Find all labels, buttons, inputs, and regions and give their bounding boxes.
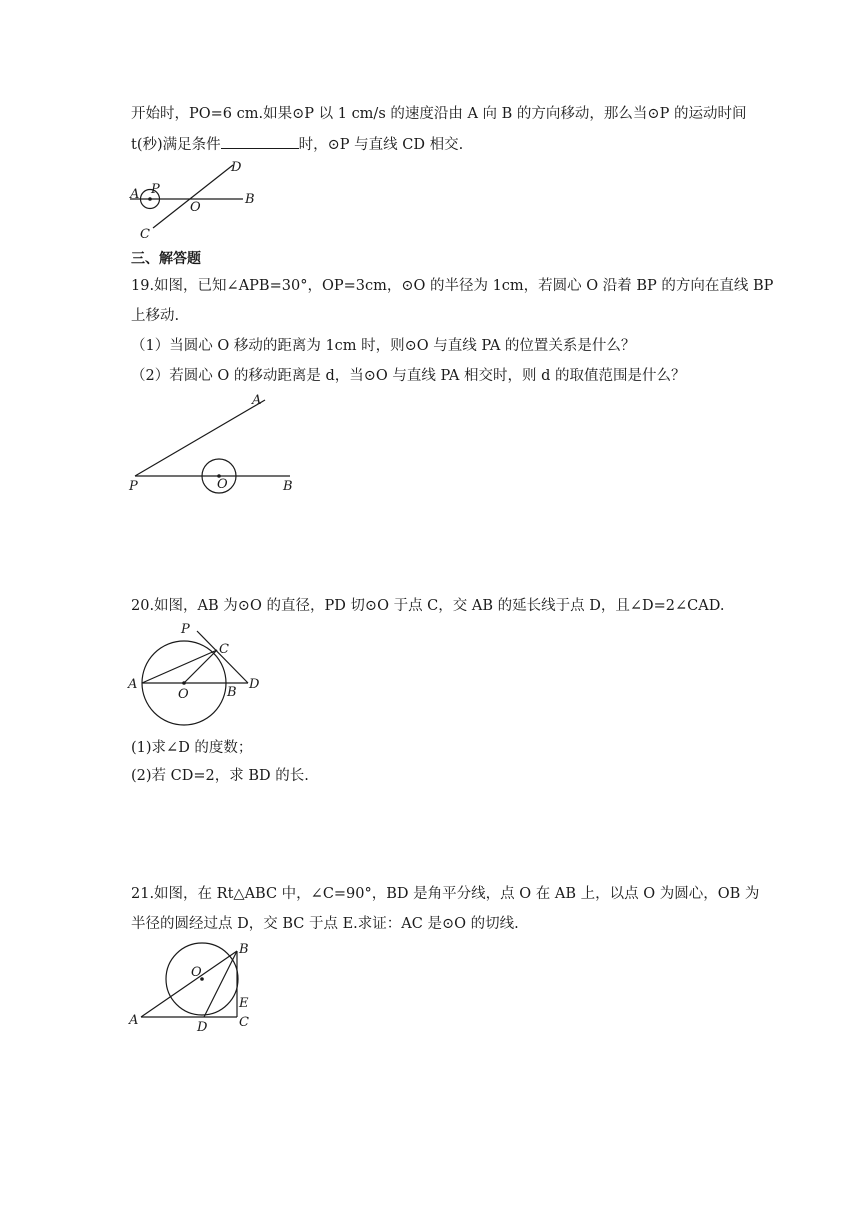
q19-text-line2: 上移动. bbox=[131, 308, 180, 324]
q21-figure bbox=[125, 938, 260, 1033]
q21-bisector-bd bbox=[204, 951, 237, 1017]
q19-label-o: O bbox=[217, 477, 228, 492]
q18-label-c: C bbox=[140, 227, 150, 242]
q21-side-ab bbox=[141, 951, 237, 1017]
q20-sub-question-2: (2)若 CD=2，求 BD 的长. bbox=[131, 768, 309, 784]
q18-label-a: A bbox=[130, 187, 140, 202]
q18-text-line2-start: t(秒)满足条件 bbox=[131, 137, 221, 153]
q21-text-line2: 半径的圆经过点 D，交 BC 于点 E.求证：AC 是⊙O 的切线. bbox=[131, 916, 519, 932]
q20-label-a: A bbox=[128, 677, 138, 692]
q21-text-line1: 21.如图，在 Rt△ABC 中，∠C=90°，BD 是角平分线，点 O 在 AB 上，以点 O 为圆心，OB 为 bbox=[131, 886, 760, 902]
q20-label-d: D bbox=[249, 677, 260, 692]
q21-label-e: E bbox=[239, 996, 249, 1011]
q19-label-a: A bbox=[252, 393, 262, 408]
q18-text-line2-end: 时，⊙P 与直线 CD 相交. bbox=[298, 137, 464, 153]
q18-line-cd bbox=[153, 165, 233, 228]
q20-radius-oc bbox=[184, 650, 217, 683]
q21-label-d: D bbox=[197, 1020, 208, 1035]
q18-label-d: D bbox=[231, 160, 242, 175]
q19-sub-question-2: （2）若圆心 O 的移动距离是 d，当⊙O 与直线 PA 相交时，则 d 的取值范围是什么？ bbox=[131, 368, 686, 384]
q18-text-line1: 开始时，PO=6 cm.如果⊙P 以 1 cm/s 的速度沿由 A 向 B 的方向移动，那么当⊙P 的运动时间 bbox=[131, 106, 747, 122]
q21-label-a: A bbox=[129, 1013, 139, 1028]
q20-label-p: P bbox=[181, 622, 190, 637]
q18-answer-blank bbox=[221, 134, 299, 149]
section-heading: 三、解答题 bbox=[131, 251, 201, 267]
q19-sub-question-1: （1）当圆心 O 移动的距离为 1cm 时，则⊙O 与直线 PA 的位置关系是什么？ bbox=[131, 338, 636, 354]
q21-label-c: C bbox=[239, 1015, 249, 1030]
q20-text-line1: 20.如图，AB 为⊙O 的直径，PD 切⊙O 于点 C，交 AB 的延长线于点 D，且∠D=2∠CAD. bbox=[131, 598, 725, 614]
q18-figure bbox=[125, 160, 265, 240]
q18-label-o: O bbox=[190, 200, 201, 215]
q20-tangent-pd bbox=[197, 631, 248, 683]
q19-label-p: P bbox=[129, 479, 138, 494]
q19-figure bbox=[125, 390, 300, 495]
q18-text-line2 bbox=[131, 134, 463, 155]
q21-label-b: B bbox=[239, 942, 249, 957]
q18-label-p: P bbox=[151, 182, 160, 197]
q20-label-c: C bbox=[219, 642, 229, 657]
q18-label-b: B bbox=[245, 192, 255, 207]
q21-label-o: O bbox=[191, 965, 202, 980]
q20-label-b: B bbox=[227, 685, 237, 700]
q20-sub-question-1: (1)求∠D 的度数； bbox=[131, 740, 253, 756]
q20-point-o bbox=[182, 681, 186, 685]
q19-label-b: B bbox=[283, 479, 293, 494]
q19-ray-pa bbox=[135, 400, 265, 476]
q19-text-line1: 19.如图，已知∠APB=30°，OP=3cm，⊙O 的半径为 1cm，若圆心 O 沿着 BP 的方向在直线 BP bbox=[131, 278, 774, 294]
q20-label-o: O bbox=[178, 687, 189, 702]
q20-figure bbox=[125, 620, 270, 730]
q18-point-p bbox=[148, 197, 152, 201]
